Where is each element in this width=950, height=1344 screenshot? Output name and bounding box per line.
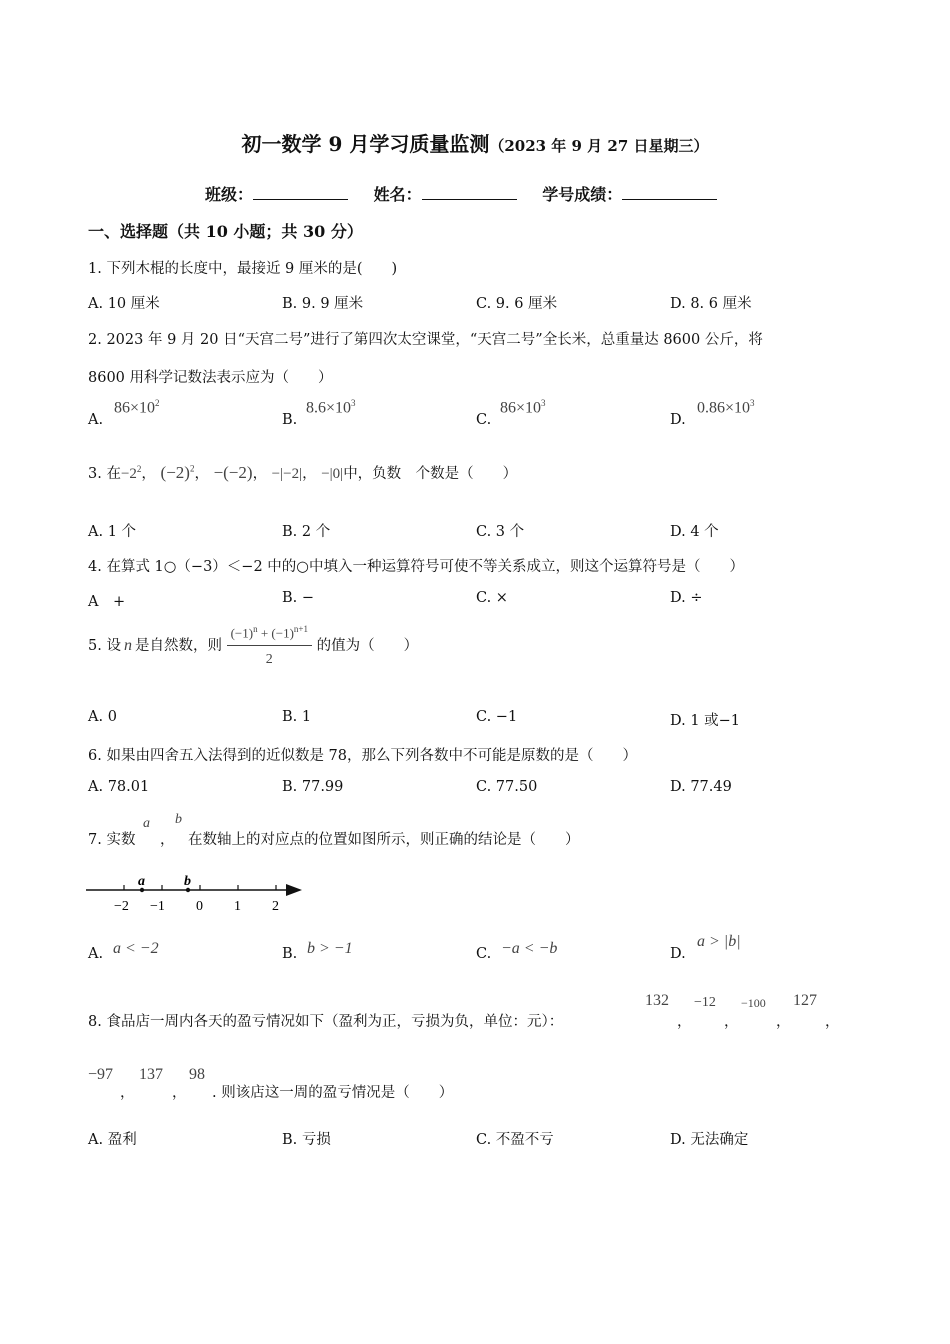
question-2-stem-line1: 2. 2023 年 9 月 20 日“天宫二号”进行了第四次太空课堂，“天宫二号”全长米，总重量达 8600 公斤，将 [88, 332, 763, 348]
class-blank[interactable] [253, 184, 348, 200]
question-2-option-a-expr[interactable] [114, 398, 160, 417]
question-3-stem [88, 462, 517, 483]
q3-term-1 [121, 466, 141, 482]
title-main: 初一数学 9 月学习质量监测 [241, 132, 490, 156]
q5-mid: 是自然数，则 [134, 638, 222, 655]
q2-d-exp: 3 [750, 398, 755, 408]
tick-label-2: 2 [272, 899, 279, 914]
q5-prefix: 5. 设 [88, 638, 121, 655]
section-heading: 一、选择题（共 10 小题；共 30 分） [88, 222, 363, 241]
question-2-option-d-expr[interactable] [697, 398, 755, 417]
q8-sep-6: ， [172, 1085, 187, 1101]
q8-sep-5: ， [120, 1085, 135, 1101]
question-8-option-c[interactable]: C. 不盈不亏 [476, 1132, 554, 1148]
question-1-option-c[interactable]: C. 9. 6 厘米 [476, 296, 558, 312]
question-5-option-c[interactable]: C. −1 [476, 709, 518, 725]
q8-value-1: 132 [645, 992, 669, 1009]
question-5-option-b[interactable]: B. 1 [282, 709, 312, 725]
q8-sep-4: ， [825, 1014, 840, 1030]
question-2-option-d-label[interactable]: D. [670, 412, 686, 428]
class-label: 班级： [205, 185, 254, 204]
number-line [80, 868, 310, 916]
student-fields [205, 182, 737, 205]
page-title [0, 128, 950, 157]
question-8-option-d[interactable]: D. 无法确定 [670, 1132, 749, 1148]
q3-prefix: 3. 在 [88, 466, 121, 482]
name-label: 姓名： [373, 185, 422, 204]
q2-b-exp: 3 [351, 398, 356, 408]
q7-var-b: b [175, 812, 182, 827]
q5-var-n: n [123, 637, 132, 655]
q8-value-7: 98 [189, 1066, 205, 1083]
q5-numerator [227, 624, 312, 646]
q5-num-b: (−1) [271, 625, 294, 641]
question-6-option-c[interactable]: C. 77.50 [476, 779, 538, 795]
q2-a-base: 86×10 [114, 399, 156, 417]
q3-sep-4: ， [302, 466, 317, 482]
q3-t2-exp: 2 [189, 463, 195, 474]
score-label: 学号成绩： [542, 185, 623, 204]
question-2-option-a-label[interactable]: A. [88, 412, 104, 428]
name-blank[interactable] [422, 184, 517, 200]
question-2-option-b-label[interactable]: B. [282, 412, 298, 428]
question-6-option-a[interactable]: A. 78.01 [88, 779, 150, 795]
question-4-option-b[interactable]: B. − [282, 590, 315, 606]
q8-value-2: −12 [694, 995, 716, 1010]
question-7-stem-prefix: 7. 实数 [88, 832, 136, 848]
question-4-option-c[interactable]: C. × [476, 590, 508, 606]
question-6-stem: 6. 如果由四舍五入法得到的近似数是 78，那么下列各数中不可能是原数的是（ ） [88, 748, 638, 764]
question-7-option-c-expr[interactable]: −a < −b [501, 940, 558, 957]
question-4-stem: 4. 在算式 1○（−3）＜−2 中的○中填入一种运算符号可使不等关系成立，则这个运算符号是（ ） [88, 559, 744, 575]
q2-c-base: 86×10 [500, 399, 542, 417]
q3-sep-3: ， [252, 466, 268, 482]
q8-sep-1: ， [677, 1014, 692, 1030]
q2-d-base: 0.86×10 [697, 399, 751, 417]
question-7-option-d-expr[interactable]: a > |b| [697, 933, 741, 950]
question-7-option-a-label[interactable]: A. [88, 946, 104, 962]
question-5-option-d[interactable]: D. 1 或−1 [670, 713, 741, 729]
question-7-option-d-label[interactable]: D. [670, 946, 686, 962]
q3-t1: −2 [120, 466, 137, 482]
q8-value-5: −97 [88, 1066, 114, 1083]
question-8-option-a[interactable]: A. 盈利 [88, 1132, 137, 1148]
q3-term-3: −(−2) [213, 463, 253, 482]
question-5-option-a[interactable]: A. 0 [88, 709, 117, 725]
q3-sep-1: ， [141, 466, 156, 482]
q5-plus: + [257, 625, 272, 641]
q5-fraction [227, 624, 312, 668]
q3-term-2 [161, 463, 195, 482]
q2-c-exp: 3 [541, 398, 546, 408]
question-7-option-b-expr[interactable]: b > −1 [307, 940, 353, 957]
question-7-option-c-label[interactable]: C. [476, 946, 492, 962]
number-line-arrow [286, 884, 302, 896]
question-2-option-c-label[interactable]: C. [476, 412, 492, 428]
question-1-option-d[interactable]: D. 8. 6 厘米 [670, 296, 752, 312]
q8-value-6: 137 [139, 1066, 163, 1083]
question-8-stem-line2: . 则该店这一周的盈亏情况是（ ） [212, 1085, 454, 1101]
question-8-stem-line1: 8. 食品店一周内各天的盈亏情况如下（盈利为正，亏损为负，单位：元）： [88, 1014, 564, 1030]
q3-term-5: −|0| [321, 466, 344, 482]
question-3-option-b[interactable]: B. 2 个 [282, 524, 331, 540]
q3-sep-2: ， [194, 466, 209, 482]
question-3-option-c[interactable]: C. 3 个 [476, 524, 525, 540]
question-1-option-b[interactable]: B. 9. 9 厘米 [282, 296, 364, 312]
q2-a-exp: 2 [155, 398, 160, 408]
question-1-option-a[interactable]: A. 10 厘米 [88, 296, 160, 312]
q7-sep: ， [160, 832, 175, 848]
question-7-option-b-label[interactable]: B. [282, 946, 298, 962]
question-2-option-c-expr[interactable] [500, 398, 546, 417]
q5-denominator: 2 [265, 652, 273, 668]
question-5-stem [88, 624, 418, 668]
point-b-label: b [184, 874, 191, 889]
question-2-option-b-expr[interactable] [306, 398, 356, 417]
q8-value-4: 127 [793, 992, 817, 1009]
question-3-option-d[interactable]: D. 4 个 [670, 524, 719, 540]
question-7-stem-suffix: 在数轴上的对应点的位置如图所示，则正确的结论是（ ） [188, 832, 580, 848]
q3-suffix: 中，负数 个数是（ ） [343, 466, 518, 482]
q3-term-4: −|−2| [271, 466, 303, 482]
q5-suffix: 的值为（ ） [316, 638, 419, 655]
tick-label-0: 0 [196, 899, 203, 914]
tick-label-minus-2: −2 [114, 899, 129, 914]
q5-num-a: (−1) [230, 625, 254, 641]
question-6-option-d[interactable]: D. 77.49 [670, 779, 732, 795]
q3-t1-exp: 2 [136, 464, 142, 474]
question-3-option-a[interactable]: A. 1 个 [88, 524, 137, 540]
q8-sep-2: ， [724, 1014, 739, 1030]
point-a-label: a [138, 874, 145, 889]
q2-b-base: 8.6×10 [306, 399, 352, 417]
q5-num-b-exp: n+1 [293, 624, 308, 634]
tick-label-minus-1: −1 [150, 899, 165, 914]
question-6-option-b[interactable]: B. 77.99 [282, 779, 344, 795]
q5-num-a-exp: n [253, 624, 258, 634]
question-4-option-a[interactable]: A + [88, 594, 126, 610]
question-4-option-d[interactable]: D. ÷ [670, 590, 703, 606]
q8-sep-3: ， [776, 1014, 791, 1030]
tick-label-1: 1 [234, 899, 241, 914]
score-blank[interactable] [622, 184, 717, 200]
question-2-stem-line2: 8600 用科学记数法表示应为（ ） [88, 370, 333, 386]
question-7-option-a-expr[interactable]: a < −2 [113, 940, 159, 957]
q8-value-3: −100 [741, 996, 766, 1010]
title-sub: （2023 年 9 月 27 日星期三） [489, 137, 709, 155]
question-8-option-b[interactable]: B. 亏损 [282, 1132, 331, 1148]
question-1-stem: 1. 下列木棍的长度中，最接近 9 厘米的是( ) [88, 261, 398, 277]
q3-t2: (−2) [160, 463, 190, 482]
q7-var-a: a [143, 816, 150, 831]
